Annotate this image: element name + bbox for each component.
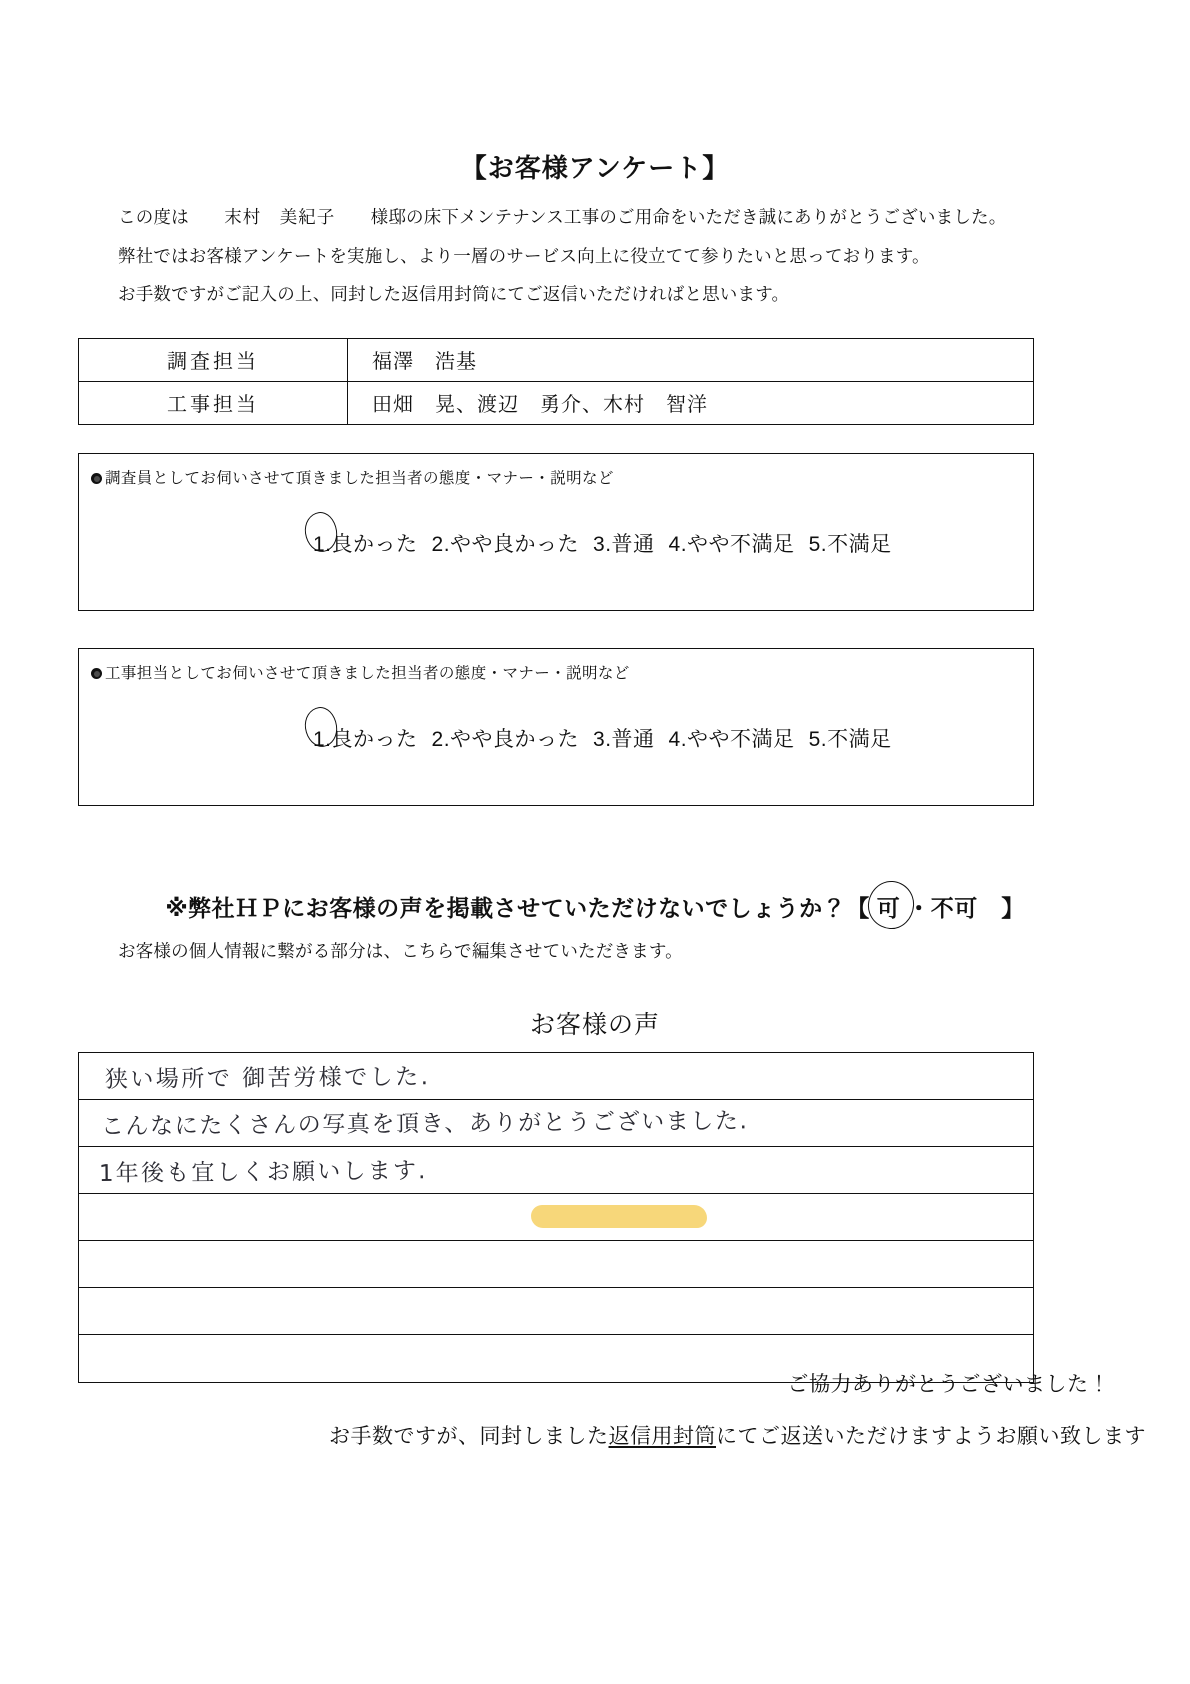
footer-request-prefix: お手数ですが、同封しました [329, 1425, 609, 1448]
staff-label-construction: 工事担当 [79, 382, 348, 425]
intro-line-2: 弊社ではお客様アンケートを実施し、より一層のサービス向上に役立てて参りたいと思っております。 [118, 246, 930, 266]
rating-option-5[interactable]: 5.不満足 [808, 533, 892, 556]
rating-options-surveyor [311, 528, 906, 558]
staff-value-survey: 福澤 浩基 [348, 339, 1034, 382]
comment-row[interactable] [79, 1053, 1033, 1100]
rating-option-1-label: 1.良かった [313, 728, 418, 751]
comment-line-2: こんなにたくさんの写真を頂き、ありがとうございました. [100, 1108, 749, 1140]
page-title: 【お客様アンケート】 [460, 153, 730, 183]
bullet-icon [91, 668, 102, 679]
staff-value-construction: 田畑 晃、渡辺 勇介、木村 智洋 [348, 382, 1034, 425]
footer-request-suffix: にてご返送いただけますようお願い致します [716, 1425, 1146, 1448]
rating-option-3[interactable]: 3.普通 [593, 533, 655, 556]
intro-line-1 [118, 198, 1078, 237]
redaction-highlight [531, 1205, 707, 1228]
rating-option-2[interactable]: 2.やや良かった [431, 728, 580, 751]
rating-option-1[interactable] [311, 528, 418, 558]
rating-option-3[interactable]: 3.普通 [593, 728, 655, 751]
consent-option-yes-label: 可 [876, 895, 901, 921]
hp-consent-question: ※弊社ＨＰにお客様の声を掲載させていただけないでしょうか？ [165, 895, 847, 921]
rating-options-construction [311, 723, 906, 753]
question-heading-surveyor [91, 466, 614, 488]
table-row [79, 339, 1034, 382]
bracket-close: 】 [1001, 895, 1025, 921]
footer-thanks: ご協力ありがとうございました！ [787, 1373, 1110, 1396]
question-heading-text: 工事担当としてお伺いさせて頂きました担当者の態度・マナー・説明など [105, 665, 630, 682]
consent-option-no[interactable]: 不可 [930, 895, 978, 921]
customer-voice-box [78, 1052, 1034, 1383]
table-row [79, 382, 1034, 425]
rating-option-1[interactable] [311, 723, 418, 753]
rating-option-1-label: 1.良かった [313, 533, 418, 556]
footer-request-underlined: 返信用封筒 [608, 1425, 716, 1448]
rating-option-4[interactable]: 4.やや不満足 [668, 728, 795, 751]
question-box-construction [78, 648, 1034, 806]
hp-consent-line [0, 890, 1190, 923]
staff-table [78, 338, 1034, 425]
rating-option-4[interactable]: 4.やや不満足 [668, 533, 795, 556]
consent-option-yes[interactable] [870, 890, 908, 923]
rating-option-5[interactable]: 5.不満足 [808, 728, 892, 751]
staff-label-survey: 調査担当 [79, 339, 348, 382]
question-heading-text: 調査員としてお伺いさせて頂きました担当者の態度・マナー・説明など [105, 470, 614, 487]
customer-voice-heading: お客様の声 [529, 1011, 660, 1039]
intro-suffix: 様邸の床下メンテナンス工事のご用命をいただき誠にありがとうございました。 [370, 207, 1007, 227]
footer-request [0, 1420, 1146, 1450]
consent-choice-group [846, 890, 1025, 923]
hp-consent-note: お客様の個人情報に繋がる部分は、こちらで編集させていただきます。 [118, 941, 683, 961]
intro-prefix: この度は [118, 207, 189, 227]
comment-row[interactable] [79, 1288, 1033, 1335]
question-heading-construction [91, 661, 630, 683]
comment-row[interactable] [79, 1147, 1033, 1194]
comment-line-1: 狭い場所で 御苦労様でした. [104, 1064, 431, 1093]
bullet-icon [91, 473, 102, 484]
comment-line-3: 1年後も宜しくお願いします. [98, 1158, 428, 1187]
bracket-open: 【 [846, 895, 870, 921]
comment-row[interactable] [79, 1241, 1033, 1288]
comment-row[interactable] [79, 1100, 1033, 1147]
consent-separator: ・ [907, 895, 931, 921]
rating-option-2[interactable]: 2.やや良かった [431, 533, 580, 556]
question-box-surveyor [78, 453, 1034, 611]
comment-row[interactable] [79, 1194, 1033, 1241]
customer-name: 末村 美紀子 [224, 208, 336, 228]
intro-line-3: お手数ですがご記入の上、同封した返信用封筒にてご返信いただければと思います。 [118, 284, 790, 304]
intro-paragraph [118, 198, 1078, 313]
